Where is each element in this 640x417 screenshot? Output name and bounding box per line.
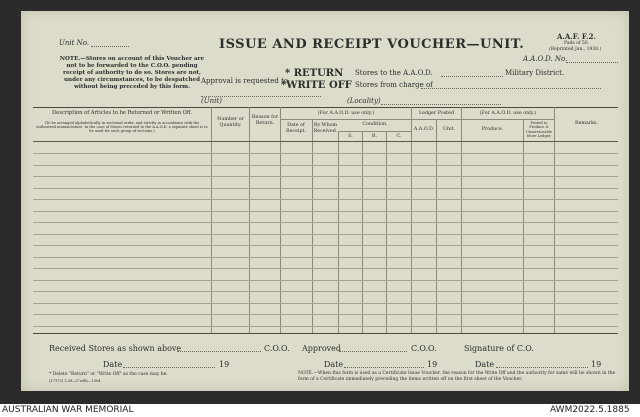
- aaod-use-only-header: (For A.A.O.D. use only.): [317, 111, 375, 116]
- table-row-line: [33, 280, 618, 281]
- table-row-line: [33, 176, 618, 177]
- table-row-line: [33, 268, 618, 269]
- date-line-2: [344, 367, 424, 368]
- stores-to-line: [441, 76, 503, 77]
- date-line-3: [496, 367, 588, 368]
- stores-from-label: Stores from charge of: [355, 81, 433, 89]
- remarks-header: Remarks.: [574, 121, 599, 126]
- date-label-3: Date: [475, 360, 495, 369]
- year-label-2: 19: [427, 360, 438, 369]
- description-subheader: (To be arranged alphabetically in sectional order, and strictly in accordance with the authorized nomenclature. In the case of Stores returned to the A.A.O.D. a separate sheet is to be used for each group of sections.): [36, 121, 208, 134]
- col-sep: [523, 119, 524, 333]
- table-row-line: [33, 153, 618, 154]
- subheader-rule: [411, 119, 461, 120]
- received-stores-line: [177, 351, 261, 352]
- ledger-unit-header: Unit.: [442, 127, 456, 132]
- signature-co-label: Signature of C.O.: [464, 344, 534, 353]
- col-sep: [436, 119, 437, 333]
- unit-caption: (Unit): [201, 97, 222, 105]
- condition-header: Condition.: [362, 122, 388, 127]
- subheader-rule: [338, 131, 411, 132]
- approved-label: Approved: [302, 344, 342, 353]
- table-row-line: [33, 303, 618, 304]
- aaod-use-only-header-2: (For A.A.O.D. use only.): [479, 111, 537, 116]
- archive-id: AWM2022.5.1885: [550, 405, 630, 415]
- locality-caption: (Locality): [347, 97, 381, 105]
- ledger-aaod-header: A.A.O.D.: [413, 127, 435, 132]
- produce-header: Produce.: [481, 127, 504, 132]
- description-header: Description of Articles to be Returned or Written Off.: [52, 110, 192, 116]
- col-sep: [312, 119, 313, 333]
- by-whom-header: By Whom Received.: [313, 123, 338, 134]
- subheader-rule: [280, 119, 411, 120]
- bottom-note: NOTE.—When this form is used as a Certificate Issue Voucher, the reason for the Write Off and the authority for same will be shown in the form of a Certificate immediately preceding the items written off on the first sheet of the Voucher.: [298, 371, 616, 382]
- approval-label: Approval is requested to: [201, 77, 289, 85]
- approved-line: [339, 351, 407, 352]
- unit-no-line: [91, 46, 129, 47]
- year-label-3: 19: [591, 360, 602, 369]
- table-row-line: [33, 291, 618, 292]
- return-label: * RETURN: [285, 68, 344, 79]
- date-receipt-header: Date of Receipt.: [285, 123, 307, 134]
- table-row-line: [33, 222, 618, 223]
- printer-code: (17173) 5.38—C'wlth—1904: [49, 379, 101, 383]
- form-code: A.A.F. F.2.: [557, 32, 596, 41]
- aaod-no-label: A.A.O.D. No.: [523, 55, 568, 63]
- reason-header: Reason for Return.: [251, 115, 279, 126]
- table-row-line: [33, 314, 618, 315]
- table-row-line: [33, 234, 618, 235]
- posted-header: Posted to Produce & Unserviceable Store Ledger.: [525, 121, 553, 139]
- date-label-2: Date: [324, 360, 344, 369]
- condition-c: C.: [396, 134, 402, 139]
- table-row-line: [33, 211, 618, 212]
- delete-note: * Delete "Return" or "Write Off" as the case may be.: [49, 372, 168, 377]
- forwarding-note: NOTE.—Stores on account of this Voucher are not to be forwarded to the C.O.O. pending receipt of authority to do so. Stores are not, under any circumstances, to be despatched without being preceded by this form.: [59, 56, 205, 90]
- received-stores-label: Received Stores as shown above: [49, 344, 182, 353]
- voucher-form: [21, 11, 629, 391]
- table-row-line: [33, 257, 618, 258]
- locality-line: [381, 104, 501, 105]
- military-district-label: Military District.: [505, 69, 565, 77]
- stores-from-line: [421, 88, 601, 89]
- write-off-label: *WRITE OFF: [281, 80, 352, 91]
- stores-to-label: Stores to the A.A.O.D.: [355, 69, 433, 77]
- condition-s: S.: [348, 134, 353, 139]
- year-label-1: 19: [219, 360, 230, 369]
- date-label-1: Date: [103, 360, 123, 369]
- pads-note: Pads of 50.: [564, 41, 590, 46]
- reprinted-note: (Reprinted Jan., 1938.): [549, 47, 602, 52]
- coo-label-1: C.O.O.: [264, 344, 290, 353]
- coo-label-2: C.O.O.: [411, 344, 437, 353]
- number-header: Number or Quantity.: [217, 117, 244, 128]
- table-row-line: [33, 188, 618, 189]
- date-line-1: [123, 367, 215, 368]
- form-title: ISSUE AND RECEIPT VOUCHER—UNIT.: [219, 37, 525, 52]
- archive-name: AUSTRALIAN WAR MEMORIAL: [2, 405, 134, 415]
- table-row-line: [33, 199, 618, 200]
- condition-r: R.: [371, 134, 378, 139]
- subheader-rule: [461, 119, 554, 120]
- table-row-line: [33, 326, 618, 327]
- table-row-line: [33, 245, 618, 246]
- unit-no-label: Unit No.: [59, 39, 90, 47]
- ledger-posted-header: Ledger Posted: [418, 111, 455, 116]
- table-top-border: [33, 107, 618, 108]
- table-bottom-border: [33, 333, 618, 334]
- archive-caption-bar: [0, 404, 640, 417]
- aaod-no-line: [566, 62, 618, 63]
- header-bottom-rule: [33, 141, 618, 142]
- table-row-line: [33, 165, 618, 166]
